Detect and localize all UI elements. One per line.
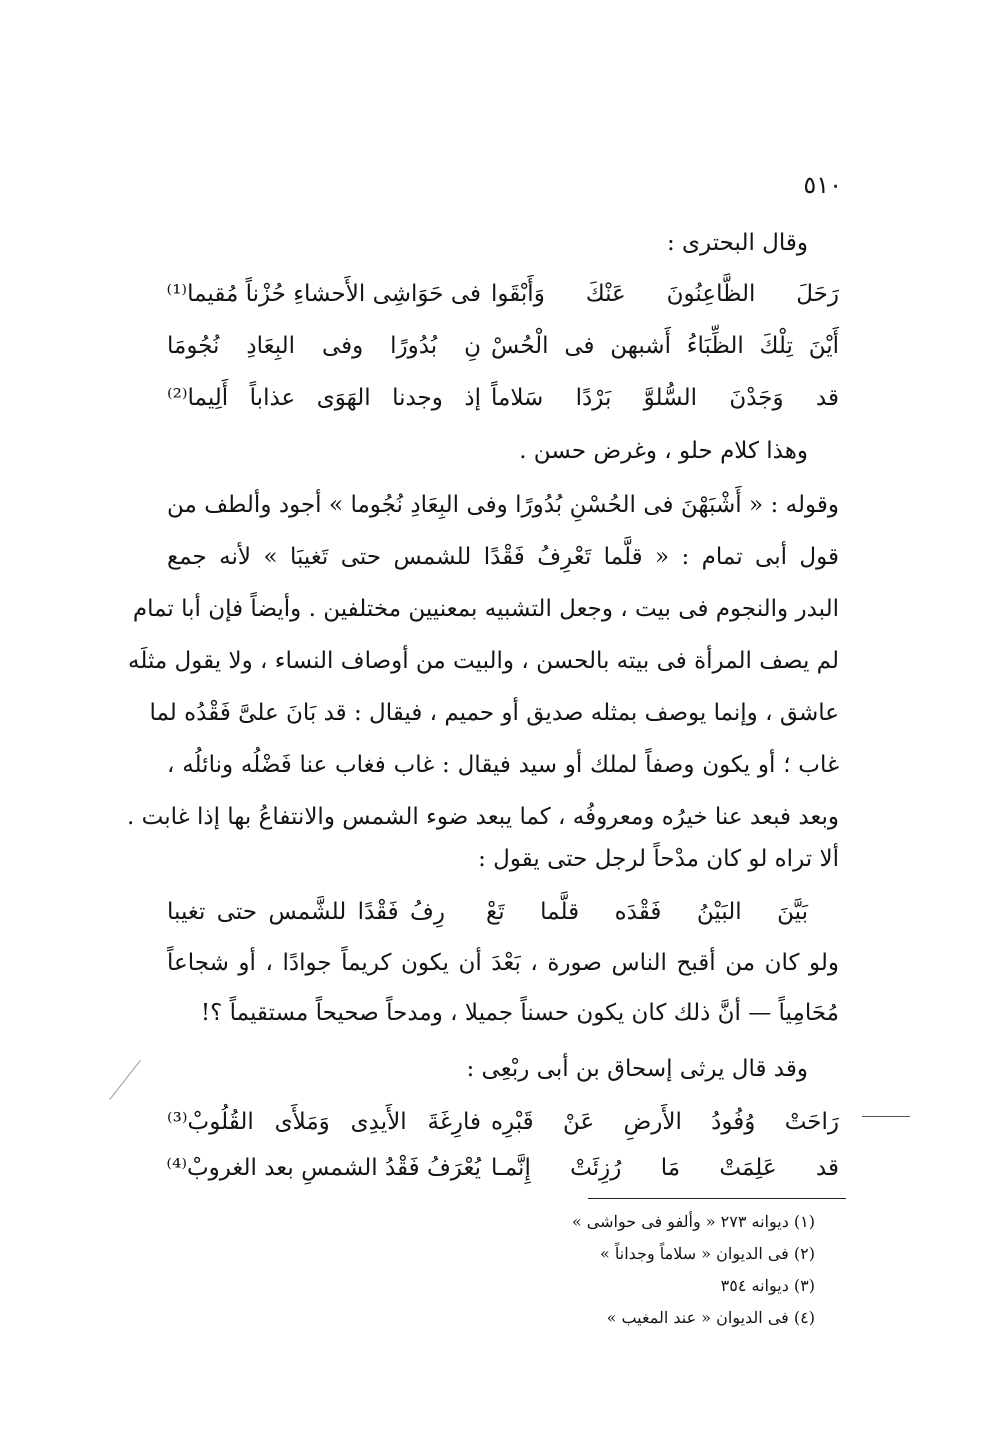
verse-first-hemistich: رَاحَتْ وُفُودُ الأَرضِ عَنْ قَبْرِه	[491, 1109, 839, 1135]
paragraph-line: قول أبى تمام : « قلَّما تَعْرِفُ فَقْدًا للشمس حتى تَغيبَا » لأنه جمع	[167, 544, 839, 570]
verse-second-hemistich: رِفُ فَقْدًا للشَّمس حتى تغيبا	[167, 899, 445, 925]
verse-second-hemistich: إذ وجدنا الهَوَى عذاباً أَلِيما⁽²⁾	[167, 385, 481, 411]
verse-second-hemistich: فارِغَةَ الأَيدِى وَمَلأَى القُلُوبْ⁽³⁾	[167, 1109, 481, 1135]
verse-line	[167, 1150, 839, 1186]
paragraph-line: مُحَامِياً — أنَّ ذلك كان يكون حسناً جميلا ، ومدحاً صحيحاً مستقيماً ؟!	[200, 1000, 839, 1026]
paragraph-line: ألا تراه لو كان مدْحاً لرجل حتى يقول :	[478, 846, 839, 872]
verse-first-hemistich: قد وَجَدْنَ السُّلوَّ بَرْدًا سَلاماً	[491, 385, 839, 411]
scan-mark	[862, 1116, 910, 1117]
paragraph-line: وهذا كلام حلو ، وغرض حسن .	[519, 438, 808, 464]
footnote-separator	[588, 1198, 846, 1199]
footnote: (١) ديوانه ٢٧٣ « وألفو فى حواشى »	[571, 1212, 815, 1231]
paragraph-line: ولو كان من أقبح الناس صورة ، بَعْدَ أن يكون كريماً جوادًا ، أو شجاعاً	[167, 950, 839, 976]
verse-second-hemistich: نِ بُدُورًا وفى البِعَادِ نُجُومَا	[167, 333, 481, 359]
footnote: (٢) فى الديوان « سلاماً وجداناً »	[600, 1244, 815, 1263]
footnote: (٤) فى الديوان « عند المغيب »	[606, 1308, 815, 1327]
verse-first-hemistich: قد عَلِمَتْ مَا رُزِئَتْ إِنَّمـا	[491, 1155, 839, 1181]
verse-line	[167, 380, 839, 416]
scan-mark	[109, 1060, 141, 1100]
paragraph-line: عاشق ، وإنما يوصف بمثله صديق أو حميم ، فيقال : قد بَانَ علىَّ فَقْدُه لما	[149, 700, 839, 726]
verse-intro: وقال البحترى :	[666, 230, 808, 256]
paragraph-line: البدر والنجوم فى بيت ، وجعل التشبيه بمعنيين مختلفين . وأيضاً فإن أبا تمام	[132, 596, 839, 622]
verse-line	[167, 328, 839, 364]
paragraph-line: لم يصف المرأة فى بيته بالحسن ، والبيت من أوصاف النساء ، ولا يقول مثلَه	[128, 648, 839, 674]
verse-first-hemistich: أَيْنَ تِلْكَ الظِّبَاءُ أَشبهن فى الْحُسْ	[491, 333, 839, 359]
paragraph-line: غاب ؛ أو يكون وصفاً لملك أو سيد فيقال : غاب فغاب عنا فَضْلُه ونائلُه ،	[167, 752, 839, 778]
page-number: ٥١٠	[803, 171, 842, 199]
paragraph-line: وبعد فبعد عنا خيرُه ومعروفُه ، كما يبعد ضوء الشمس والانتفاعُ بها إذا غابت .	[127, 804, 839, 830]
verse-second-hemistich: فى حَوَاشِى الأَحشاءِ حُزْناً مُقيما⁽¹⁾	[166, 281, 481, 307]
verse-first-hemistich: بَيَّنَ البَيْنُ فَقْدَه قلَّما تَعْ	[486, 899, 808, 925]
verse-intro: وقد قال يرثى إسحاق بن أبى ربْعِى :	[466, 1056, 808, 1082]
verse-line	[167, 276, 839, 312]
verse-first-hemistich: رَحَلَ الظَّاعِنُونَ عَنْكَ وَأَبْقَوا	[491, 281, 839, 307]
paragraph-line: وقوله : « أَشْبَهْنَ فى الحُسْنِ بُدُورًا وفى البِعَادِ نُجُوما » أجود وألطف من	[167, 492, 839, 518]
verse-second-hemistich: يُعْرَفُ فَقْدُ الشمسِ بعد الغروبْ⁽⁴⁾	[166, 1155, 481, 1181]
verse-line	[167, 894, 808, 930]
footnote: (٣) ديوانه ٣٥٤	[720, 1276, 815, 1295]
verse-line	[167, 1104, 839, 1140]
